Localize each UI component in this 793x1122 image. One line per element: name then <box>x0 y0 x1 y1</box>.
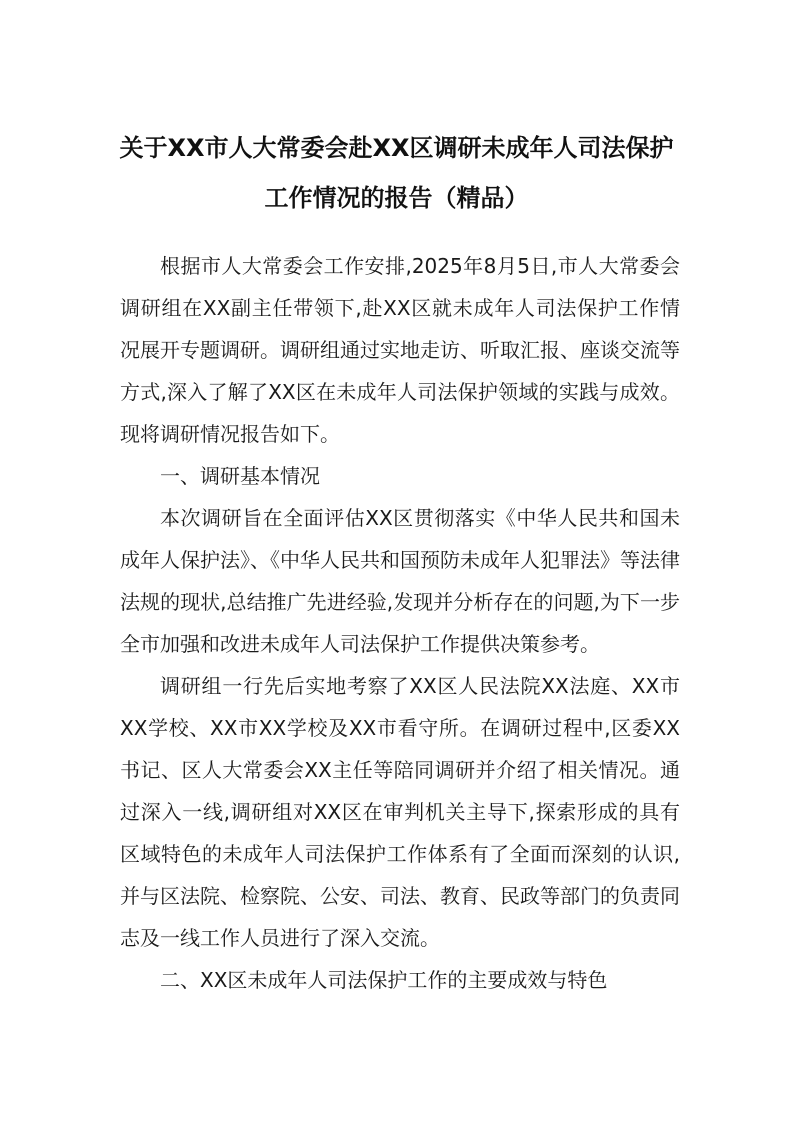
document-title-line-2: 工作情况的报告（精品） <box>264 184 529 212</box>
document-body <box>120 245 680 1001</box>
document-title-line-1: 关于XX市人大常委会赴XX区调研未成年人司法保护 <box>119 134 674 162</box>
intro-paragraph: 根据市人大常委会工作安排,2025年8月5日,市人大常委会调研组在XX副主任带领下,赴XX区就未成年人司法保护工作情况展开专题调研。调研组通过实地走访、听取汇报、座谈交流等方式,深入了解了XX区在未成年人司法保护领域的实践与成效。现将调研情况报告如下。 <box>120 254 680 446</box>
section-heading-1: 一、调研基本情况 <box>160 464 320 488</box>
visit-paragraph: 调研组一行先后实地考察了XX区人民法院XX法庭、XX市XX学校、XX市XX学校及XX市看守所。在调研过程中,区委XX书记、区人大常委会XX主任等陪同调研并介绍了相关情况。通过深入一线,调研组对XX区在审判机关主导下,探索形成的具有区域特色的未成年人司法保护工作体系有了全面而深刻的认识,并与区法院、检察院、公安、司法、教育、民政等部门的负责同志及一线工作人员进行了深入交流。 <box>120 674 680 950</box>
purpose-paragraph: 本次调研旨在全面评估XX区贯彻落实《中华人民共和国未成年人保护法》、《中华人民共和国预防未成年人犯罪法》等法律法规的现状,总结推广先进经验,发现并分析存在的问题,为下一步全市加强和改进未成年人司法保护工作提供决策参考。 <box>120 506 680 656</box>
section-heading-2: 二、XX区未成年人司法保护工作的主要成效与特色 <box>160 968 608 992</box>
